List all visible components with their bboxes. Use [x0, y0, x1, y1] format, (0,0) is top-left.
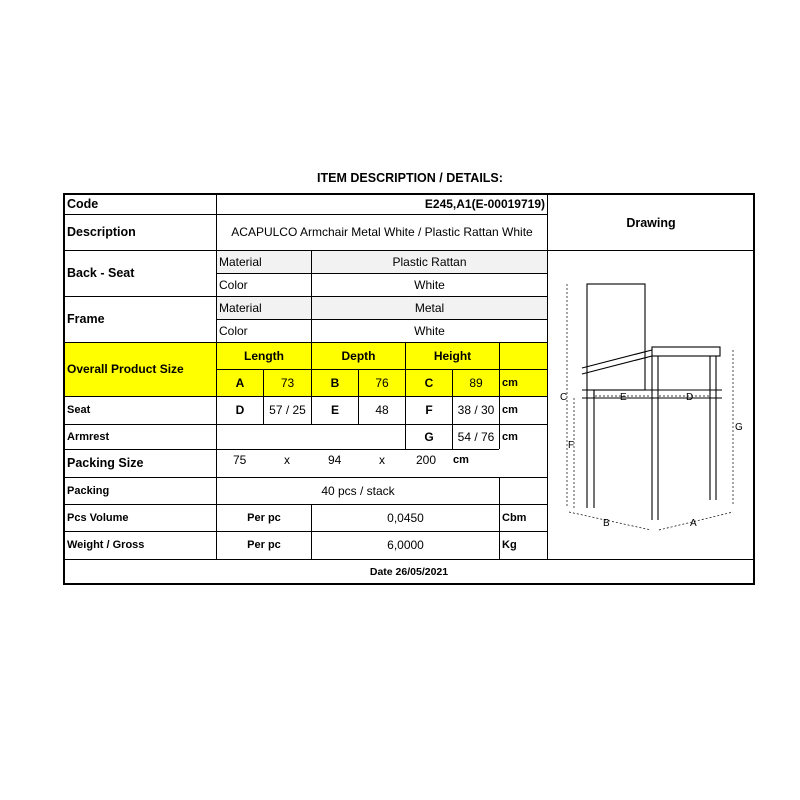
back-seat-color-label: Color: [216, 273, 311, 296]
packing-size-label: Packing Size: [65, 449, 216, 477]
weight-value: 6,0000: [311, 531, 499, 559]
dim-a-letter: A: [216, 369, 263, 396]
packing-label: Packing: [65, 477, 216, 504]
back-seat-color: White: [311, 273, 547, 296]
back-seat-label: Back - Seat: [65, 250, 216, 296]
dim-c-value: 89: [452, 369, 499, 396]
length-header: Length: [216, 342, 311, 369]
overall-header-spacer: [499, 342, 547, 369]
seat-d-letter: D: [216, 396, 263, 424]
seat-f-letter: F: [405, 396, 452, 424]
weight-label: Weight / Gross: [65, 531, 216, 559]
back-seat-material: Plastic Rattan: [311, 250, 547, 273]
packing-value: 40 pcs / stack: [216, 477, 499, 504]
packing-size-unit: cm: [453, 454, 469, 466]
frame-material: Metal: [311, 296, 547, 319]
armrest-g-letter: G: [405, 424, 452, 449]
seat-f-value: 38 / 30: [452, 396, 499, 424]
page-title: ITEM DESCRIPTION / DETAILS:: [317, 171, 503, 185]
date-footer: Date 26/05/2021: [65, 559, 753, 584]
dim-c-letter: C: [405, 369, 452, 396]
packing-x2: x: [379, 453, 385, 467]
weight-per: Per pc: [216, 531, 311, 559]
overall-size-label: Overall Product Size: [65, 342, 216, 396]
packing-spacer: [499, 477, 547, 504]
chair-armrest: [652, 347, 720, 356]
packing-height: 200: [416, 453, 437, 467]
packing-length: 75: [233, 453, 247, 467]
depth-header: Depth: [311, 342, 405, 369]
armrest-unit: cm: [499, 424, 547, 449]
spec-sheet: [63, 193, 755, 585]
pcs-volume-per: Per pc: [216, 504, 311, 531]
chair-backrest: [587, 284, 645, 390]
drawing-letter-b: B: [603, 518, 610, 529]
drawing-letter-c: C: [560, 392, 568, 403]
pcs-volume-unit: Cbm: [499, 504, 547, 531]
dim-b-letter: B: [311, 369, 358, 396]
drawing-letter-g: G: [735, 422, 743, 433]
description-value: ACAPULCO Armchair Metal White / Plastic Rattan White: [216, 214, 547, 250]
pcs-volume-label: Pcs Volume: [65, 504, 216, 531]
chair-drawing: [547, 250, 755, 559]
weight-unit: Kg: [499, 531, 547, 559]
seat-e-letter: E: [311, 396, 358, 424]
armrest-g-value: 54 / 76: [452, 424, 499, 449]
code-value: E245,A1(E-00019719): [216, 195, 547, 214]
code-label: Code: [67, 197, 99, 211]
packing-width: 94: [328, 453, 342, 467]
drawing-letter-f: F: [568, 440, 575, 451]
frame-color-label: Color: [216, 319, 311, 342]
pcs-volume-value: 0,0450: [311, 504, 499, 531]
drawing-title: Drawing: [626, 215, 676, 230]
packing-size-values: [216, 449, 499, 477]
packing-x1: x: [284, 453, 290, 467]
drawing-letter-e: E: [620, 392, 627, 403]
seat-e-value: 48: [358, 396, 405, 424]
armrest-label: Armrest: [65, 424, 216, 449]
height-header: Height: [405, 342, 499, 369]
seat-unit: cm: [499, 396, 547, 424]
dim-a-value: 73: [263, 369, 311, 396]
seat-d-value: 57 / 25: [263, 396, 311, 424]
drawing-letter-a: A: [690, 518, 697, 529]
armrest-empty: [216, 424, 405, 449]
overall-unit: cm: [499, 369, 547, 396]
description-label: Description: [65, 214, 216, 250]
drawing-letter-d: D: [686, 392, 694, 403]
frame-color: White: [311, 319, 547, 342]
frame-label: Frame: [65, 296, 216, 342]
seat-label: Seat: [65, 396, 216, 424]
back-seat-material-label: Material: [216, 250, 311, 273]
frame-material-label: Material: [216, 296, 311, 319]
dim-line-b: [569, 512, 651, 530]
dim-b-value: 76: [358, 369, 405, 396]
